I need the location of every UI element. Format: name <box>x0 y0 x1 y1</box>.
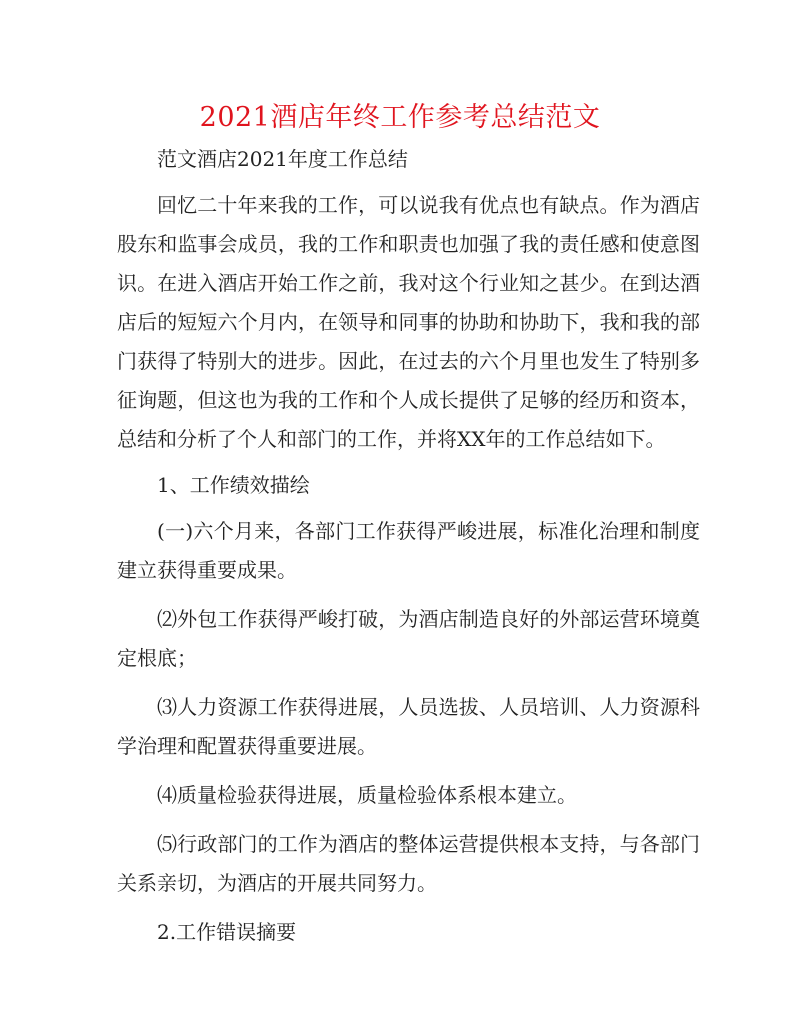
list-item-2: ⑵外包工作获得严峻打破，为酒店制造良好的外部运营环境奠定根底； <box>117 607 700 670</box>
document-body <box>117 140 700 959</box>
paragraph-intro: 回忆二十年来我的工作，可以说我有优点也有缺点。作为酒店股东和监事会成员，我的工作和职责也加强了我的责任感和使意图识。在进入酒店开始工作之前，我对这个行业知之甚少。在到达酒店后的短短六个月内，在领导和同事的协助和协助下，我和我的部门获得了特别大的进步。因此，在过去的六个月里也发生了特别多征询题，但这也为我的工作和个人成长提供了足够的经历和资本，总结和分析了个人和部门的工作，并将XX年的工作总结如下。 <box>117 193 700 451</box>
section-heading-errors: 2.工作错误摘要 <box>157 920 297 944</box>
list-item-1: (一)六个月来，各部门工作获得严峻进展，标准化治理和制度建立获得重要成果。 <box>117 519 700 582</box>
list-item-3: ⑶人力资源工作获得进展，人员选拔、人员培训、人力资源科学治理和配置获得重要进展。 <box>117 695 700 758</box>
paragraph-subtitle: 范文酒店2021年度工作总结 <box>157 147 408 171</box>
document-title: 2021酒店年终工作参考总结范文 <box>199 102 601 133</box>
section-heading-performance: 1、工作绩效描绘 <box>157 473 310 497</box>
list-item-4: ⑷质量检验获得进展，质量检验体系根本建立。 <box>157 783 577 807</box>
list-item-5: ⑸行政部门的工作为酒店的整体运营提供根本支持，与各部门关系亲切，为酒店的开展共同努力。 <box>117 832 700 895</box>
